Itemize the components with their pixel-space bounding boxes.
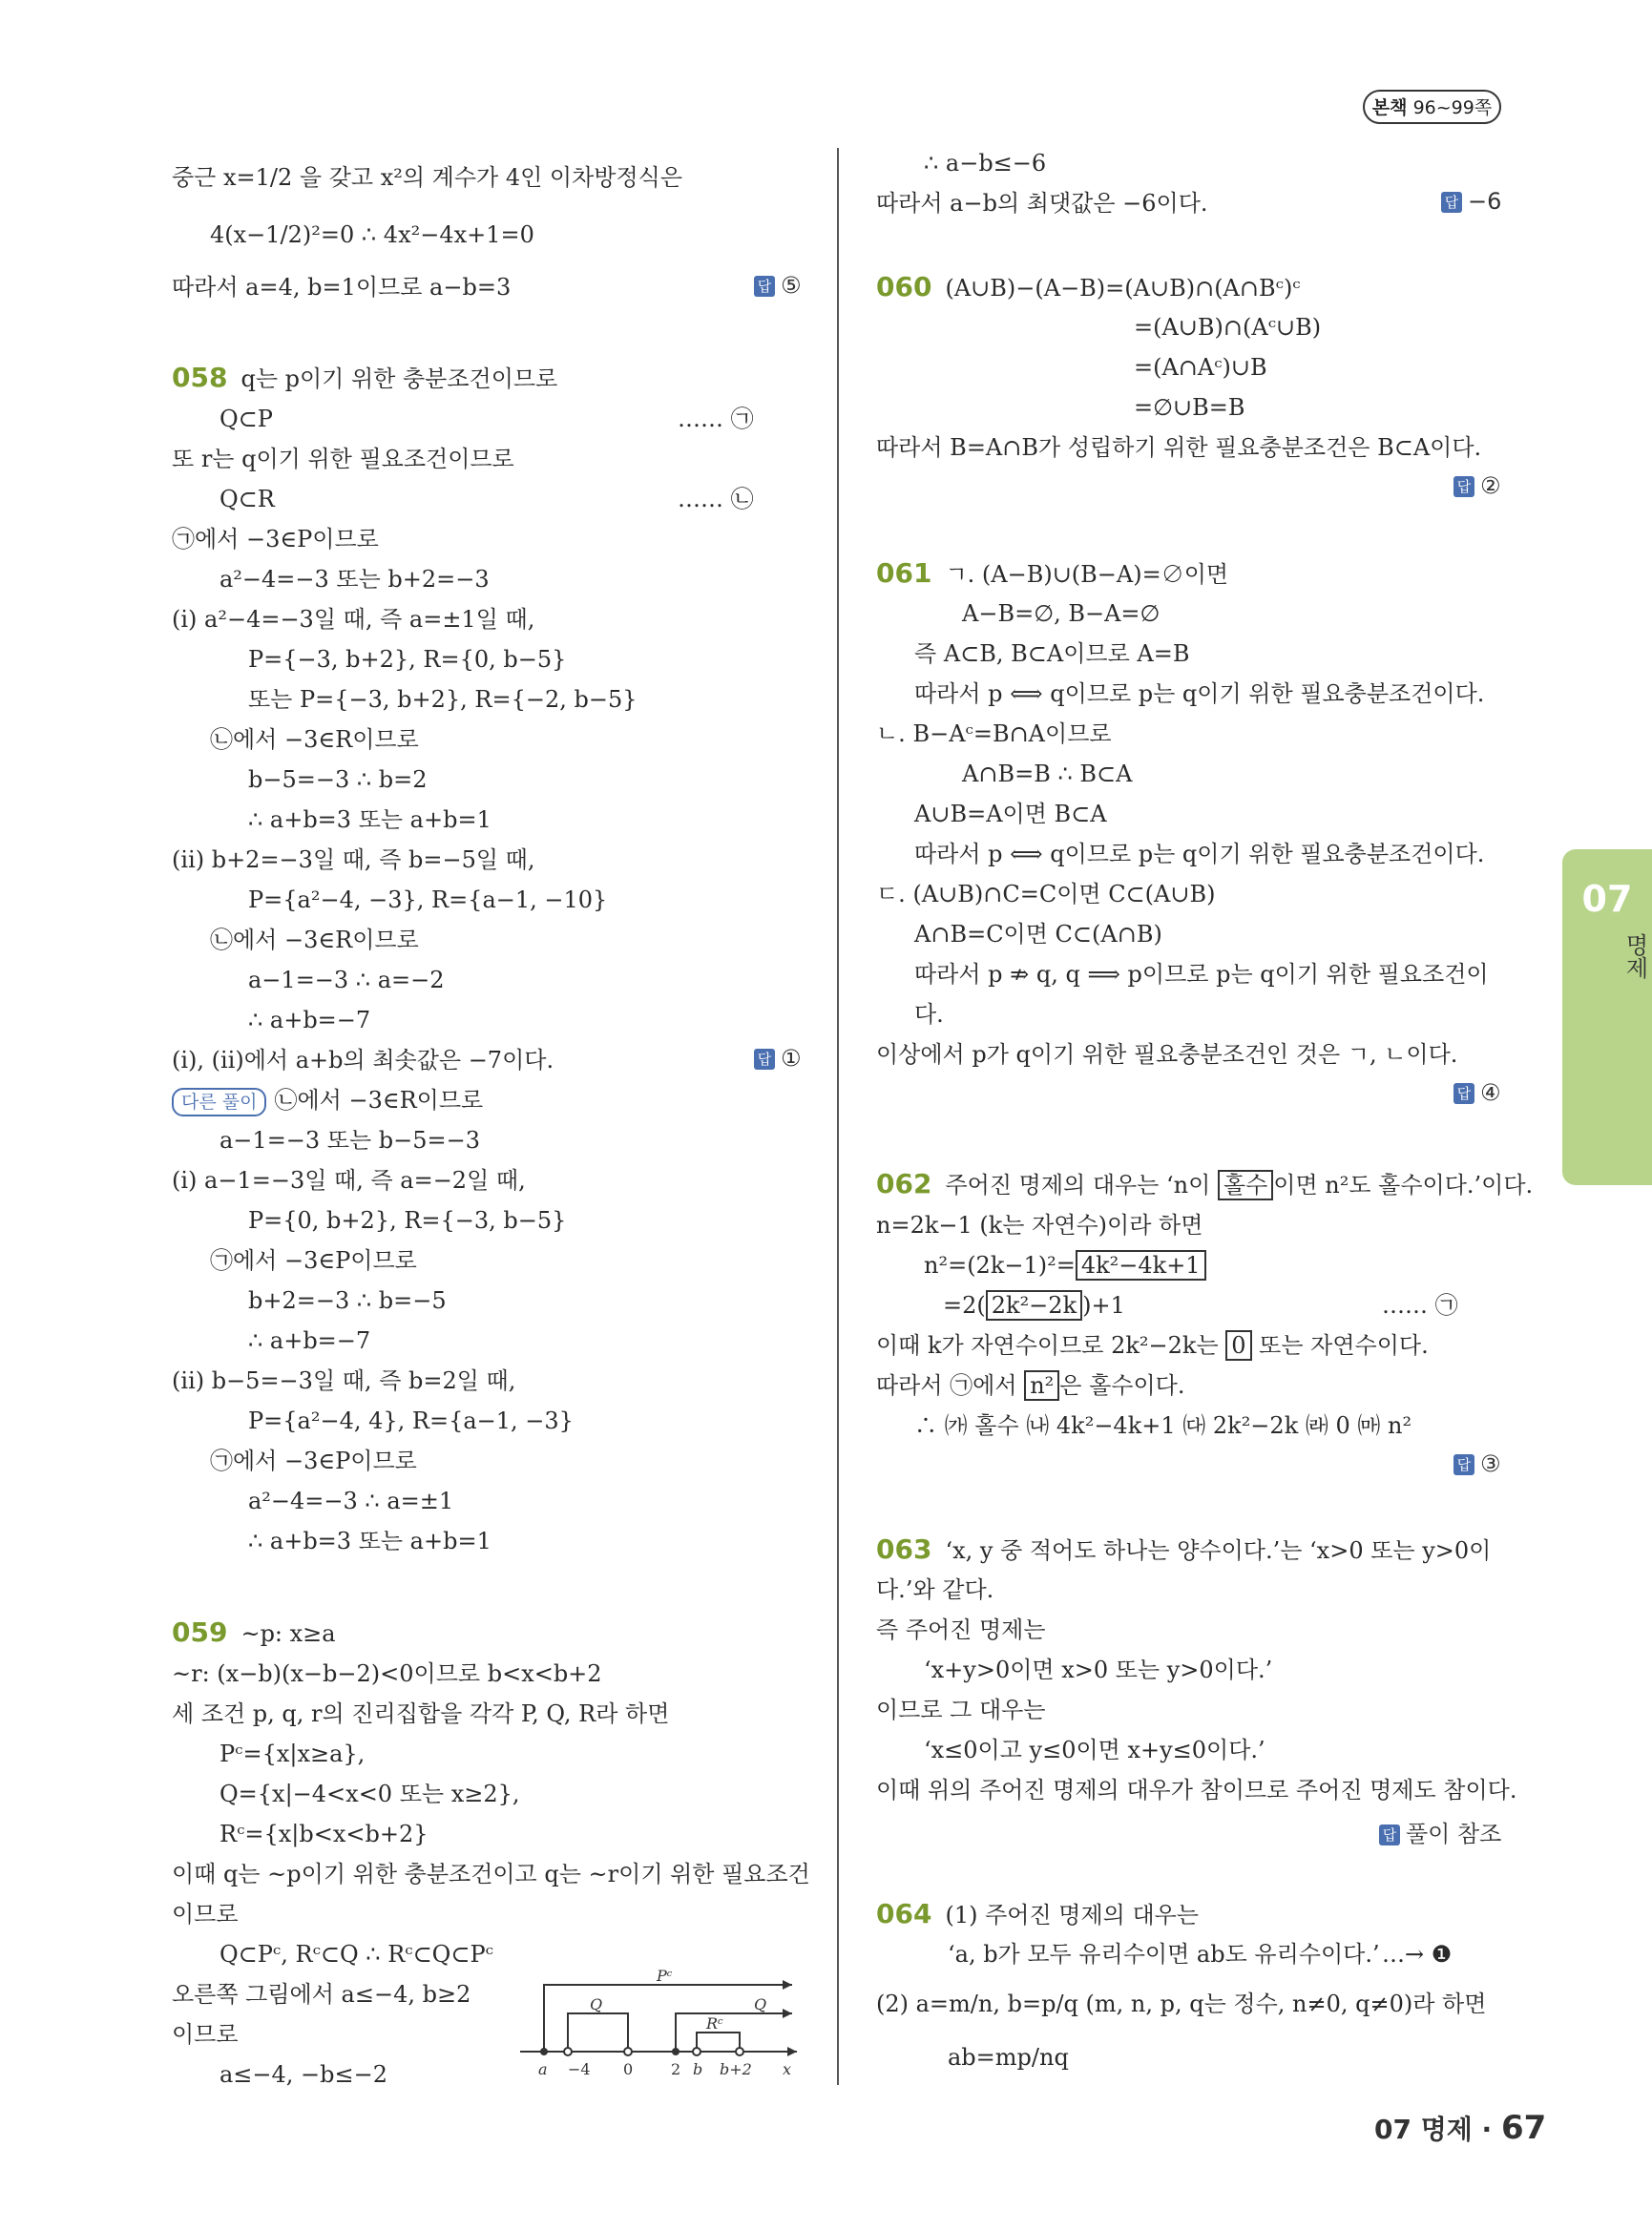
solution-line — [220, 1819, 429, 1849]
solution-line — [914, 638, 1190, 669]
problem-number: 059 — [172, 1616, 228, 1648]
page-footer: 07 명제 · 67 — [1374, 2109, 1547, 2147]
line-text: ㉡에서 −3∈R이므로 — [210, 726, 419, 753]
solution-line — [914, 799, 1107, 829]
solution-line — [924, 1250, 1206, 1281]
line-text: a≤−4, −b≤−2 — [220, 2061, 388, 2088]
line-text: =(A∪B)∩(Aᶜ∪B) — [1134, 314, 1322, 341]
line-text: (A∪B)−(A−B)=(A∪B)∩(A∩Bᶜ)ᶜ — [945, 275, 1301, 302]
problem-060-line — [876, 272, 1301, 303]
answer-icon: 답 — [754, 276, 775, 297]
solution-line — [924, 148, 1046, 178]
solution-line — [172, 1699, 669, 1729]
line-text: ㉠에서 −3∈P이므로 — [210, 1247, 417, 1274]
solution-line — [948, 1939, 1380, 1970]
solution-line — [172, 524, 379, 554]
solution-line — [172, 1859, 810, 1889]
line-text: a²−4=−3 ∴ a=±1 — [248, 1488, 454, 1514]
line-text: n²=(2k−1)²= 4k²−4k+1 — [924, 1250, 1206, 1281]
label-b2: b+2 — [720, 2060, 752, 2078]
point-minus4 — [564, 2048, 572, 2055]
line-text: ∴ ㈎ 홀수 ㈏ 4k²−4k+1 ㈐ 2k²−2k ㈑ 0 ㈒ n² — [914, 1412, 1412, 1439]
answer-icon: 답 — [1453, 476, 1474, 497]
line-text: 따라서 p ⟺ q이므로 p는 q이기 위한 필요충분조건이다. — [914, 841, 1485, 867]
solution-line — [220, 2059, 387, 2090]
line-text: (2) a=m/n, b=p/q (m, n, p, q는 정수, n≠0, q≠0)라 하면 — [876, 1991, 1487, 2017]
label-pc: Pᶜ — [657, 1967, 673, 1985]
column-divider — [837, 148, 839, 2085]
problem-063-line — [876, 1534, 1491, 1566]
problem-number: 064 — [876, 1898, 932, 1929]
solution-line — [220, 1125, 480, 1156]
solution-line — [962, 598, 1160, 629]
line-text: ㉠에서 −3∈P이므로 — [172, 526, 379, 553]
line-text: P={0, b+2}, R={−3, b−5} — [248, 1207, 567, 1234]
line-text: ∴ a+b=−7 — [248, 1007, 371, 1033]
line-text: (ⅰ), (ⅱ)에서 a+b의 최솟값은 −7이다. — [172, 1047, 554, 1074]
solution-line — [876, 1615, 1046, 1645]
point-a — [540, 2048, 548, 2055]
solution-line — [876, 1775, 1516, 1805]
line-text: ∴ a+b=3 또는 a+b=1 — [248, 806, 491, 833]
line-text: 오른쪽 그림에서 a≤−4, b≥2 — [172, 1981, 471, 2008]
solution-line — [962, 759, 1132, 789]
solution-line — [220, 1739, 365, 1769]
answer-label: 답 ③ — [1453, 1450, 1501, 1477]
solution-line — [876, 1330, 1429, 1361]
footer-chapter: 07 명제 — [1374, 2114, 1473, 2145]
boxed-answer: 4k²−4k+1 — [1076, 1250, 1206, 1281]
line-text: A−B=∅, B−A=∅ — [962, 600, 1161, 627]
line-text: 따라서 ㉠에서 n² 은 홀수이다. — [876, 1372, 1185, 1399]
line-text: 따라서 p ⟺ q이므로 p는 q이기 위한 필요충분조건이다. — [914, 680, 1485, 707]
problem-064-line — [876, 1899, 1199, 1930]
solution-line — [948, 2042, 1069, 2073]
line-text: b+2=−3 ∴ b=−5 — [248, 1287, 447, 1314]
line-text: 세 조건 p, q, r의 진리집합을 각각 P, Q, R라 하면 — [172, 1700, 670, 1727]
solution-line — [220, 564, 490, 594]
line-text: 이므로 — [172, 1901, 239, 1928]
solution-line — [914, 1410, 1412, 1441]
solution-line — [220, 1939, 493, 1970]
solution-line — [876, 1574, 993, 1605]
solution-line — [876, 1210, 1202, 1241]
solution-line — [876, 879, 1215, 909]
solution-line — [248, 684, 638, 715]
answer-label: 답 ⑤ — [754, 272, 802, 299]
boxed-answer: 0 — [1225, 1330, 1251, 1361]
solution-line — [172, 2019, 239, 2050]
solution-line — [248, 1526, 491, 1556]
line-text: 이때 k가 자연수이므로 2k²−2k는 0 또는 자연수이다. — [876, 1332, 1429, 1359]
label-q1: Q — [590, 1995, 603, 2013]
answer-label: 답 ① — [754, 1045, 802, 1072]
alt-solution-tag: 다른 풀이 — [172, 1088, 266, 1116]
line-text: ‘x, y 중 적어도 하나는 양수이다.’는 ‘x>0 또는 y>0이 — [945, 1537, 1492, 1564]
line-text: (ⅱ) b+2=−3일 때, 즉 b=−5일 때, — [172, 846, 535, 873]
solution-line — [943, 1290, 1125, 1321]
label-b: b — [693, 2060, 703, 2078]
solution-line — [914, 959, 1489, 990]
q-bracket-1 — [568, 2013, 628, 2052]
solution-line — [876, 1370, 1184, 1401]
problem-number: 060 — [876, 271, 932, 302]
line-text: 주어진 명제의 대우는 ‘n이 홀수 이면 n²도 홀수이다.’이다. — [945, 1172, 1534, 1199]
solution-line — [172, 1658, 602, 1689]
solution-line — [924, 1735, 1265, 1765]
solution-line — [914, 678, 1484, 709]
solution-line — [220, 484, 275, 514]
line-text: 다. — [914, 1001, 944, 1028]
solution-line — [248, 965, 445, 995]
solution-line — [248, 1005, 370, 1035]
line-text: 즉 A⊂B, B⊂A이므로 A=B — [914, 640, 1190, 667]
solution-line — [248, 804, 491, 835]
line-text: (ⅱ) b−5=−3일 때, 즉 b=2일 때, — [172, 1367, 516, 1394]
solution-line — [876, 432, 1481, 463]
solution-line — [172, 272, 511, 302]
line-text: ab=mp/nq — [948, 2044, 1069, 2071]
answer-icon: 답 — [1441, 192, 1462, 213]
label-two: 2 — [671, 2060, 681, 2078]
answer-icon: 답 — [1379, 1824, 1400, 1845]
line-text: =2( 2k²−2k )+1 — [943, 1292, 1125, 1319]
line-text: ‘x≤0이고 y≤0이면 x+y≤0이다.’ — [924, 1737, 1265, 1763]
solution-line — [914, 999, 944, 1030]
equation-marker: …→ ❶ — [1382, 1941, 1453, 1968]
chapter-side-tab — [1562, 849, 1652, 1185]
line-text: (ⅰ) a²−4=−3일 때, 즉 a=±1일 때, — [172, 606, 535, 633]
answer-icon: 답 — [754, 1049, 775, 1070]
equation-marker: …… ㉡ — [678, 486, 754, 512]
solution-line — [172, 1899, 239, 1929]
label-rc: Rᶜ — [706, 2014, 723, 2033]
line-text: 이때 위의 주어진 명제의 대우가 참이므로 주어진 명제도 참이다. — [876, 1777, 1517, 1804]
line-text: 따라서 a−b의 최댓값은 −6이다. — [876, 190, 1208, 217]
solution-line — [914, 919, 1162, 949]
line-text: =∅∪B=B — [1134, 394, 1245, 421]
chapter-title: 명제 — [1621, 933, 1648, 979]
answer-icon: 답 — [1453, 1454, 1474, 1475]
problem-059-line — [172, 1617, 336, 1649]
solution-line — [172, 1165, 526, 1196]
line-text: 또는 P={−3, b+2}, R={−2, b−5} — [248, 686, 638, 713]
line-text: 또 r는 q이기 위한 필요조건이므로 — [172, 446, 514, 472]
reference-pages-badge: 본책 96~99쪽 — [1363, 90, 1501, 124]
point-b2 — [736, 2048, 743, 2055]
line-text: 따라서 B=A∩B가 성립하기 위한 필요충분조건은 B⊂A이다. — [876, 434, 1482, 461]
solution-line — [172, 604, 534, 635]
problem-number: 063 — [876, 1533, 932, 1565]
solution-line — [248, 1325, 370, 1356]
line-text: 즉 주어진 명제는 — [876, 1616, 1046, 1643]
solution-line — [172, 1045, 554, 1075]
line-text: ~r: (x−b)(x−b−2)<0이므로 b<x<b+2 — [172, 1660, 602, 1687]
solution-line — [876, 1695, 1046, 1725]
solution-line — [876, 1039, 1457, 1070]
line-text: ∴ a+b=3 또는 a+b=1 — [248, 1528, 491, 1554]
boxed-answer: n² — [1024, 1370, 1059, 1401]
line-text: 이때 q는 ~p이기 위한 충분조건이고 q는 ~r이기 위한 필요조건 — [172, 1861, 810, 1887]
chapter-number: 07 — [1581, 878, 1633, 920]
problem-058-line — [172, 363, 557, 394]
solution-line — [210, 724, 419, 755]
line-text: 이상에서 p가 q이기 위한 필요충분조건인 것은 ㄱ, ㄴ이다. — [876, 1041, 1458, 1068]
problem-number: 061 — [876, 557, 932, 589]
line-text: ㄱ. (A−B)∪(B−A)=∅이면 — [945, 561, 1229, 588]
solution-line — [924, 1655, 1272, 1685]
solution-line — [172, 1085, 483, 1116]
line-text: Rᶜ={x|b<x<b+2} — [220, 1821, 429, 1847]
solution-line — [248, 1205, 566, 1236]
line-text: a−1=−3 또는 b−5=−3 — [220, 1127, 481, 1154]
label-zero: 0 — [623, 2060, 634, 2078]
line-text: ㉠에서 −3∈P이므로 — [210, 1448, 417, 1474]
answer-label: 답 ② — [1453, 472, 1501, 499]
line-text: P={a²−4, −3}, R={a−1, −10} — [248, 886, 608, 913]
problem-number: 062 — [876, 1168, 932, 1199]
line-text: =(A∩Aᶜ)∪B — [1134, 354, 1267, 381]
solution-line — [248, 1406, 574, 1436]
line-text: 이므로 그 대우는 — [876, 1697, 1046, 1723]
line-text: b−5=−3 ∴ b=2 — [248, 766, 428, 793]
label-minus4: −4 — [568, 2060, 591, 2078]
solution-line — [876, 719, 1112, 749]
solution-line — [210, 925, 419, 955]
solution-line — [914, 839, 1484, 869]
solution-line — [876, 188, 1208, 219]
line-text: ~p: x≥a — [240, 1620, 336, 1647]
line-text: 중근 x=1/2 을 갖고 x²의 계수가 4인 이차방정식은 — [172, 164, 683, 191]
line-text: Q⊂Pᶜ, Rᶜ⊂Q ∴ Rᶜ⊂Q⊂Pᶜ — [220, 1941, 493, 1968]
solution-line — [1134, 312, 1321, 343]
boxed-answer: 홀수 — [1218, 1170, 1273, 1200]
solution-line — [1134, 392, 1245, 423]
line-text: ∴ a−b≤−6 — [924, 150, 1047, 177]
line-text: ㉡에서 −3∈R이므로 — [210, 927, 419, 953]
solution-line — [172, 844, 534, 875]
line-text: A∩B=C이면 C⊂(A∩B) — [914, 921, 1162, 948]
point-b — [693, 2048, 701, 2055]
solution-line — [1134, 352, 1267, 383]
line-text: ㄴ. B−Aᶜ=B∩A이므로 — [876, 720, 1112, 747]
line-text: (ⅰ) a−1=−3일 때, 즉 a=−2일 때, — [172, 1167, 526, 1194]
solution-line — [248, 1486, 453, 1516]
point-two — [672, 2048, 680, 2055]
solution-line — [220, 1779, 520, 1809]
solution-line — [248, 764, 428, 795]
solution-line — [172, 1979, 471, 2010]
page-number: 67 — [1500, 2109, 1547, 2147]
line-text: A∩B=B ∴ B⊂A — [962, 761, 1133, 787]
solution-line — [210, 219, 534, 250]
line-text: 4(x−1/2)²=0 ∴ 4x²−4x+1=0 — [210, 221, 534, 248]
line-text: 다.’와 같다. — [876, 1576, 994, 1603]
rc-bracket — [697, 2033, 740, 2052]
line-text: a−1=−3 ∴ a=−2 — [248, 967, 445, 993]
solution-line — [172, 444, 514, 474]
boxed-answer: 2k²−2k — [986, 1290, 1082, 1321]
problem-061-line — [876, 558, 1228, 590]
label-x: x — [783, 2060, 792, 2078]
solution-line — [220, 404, 273, 434]
line-text: 따라서 p ⇏ q, q ⟹ p이므로 p는 q이기 위한 필요조건이 — [914, 961, 1489, 988]
answer-label: 답 풀이 참조 — [1379, 1815, 1501, 1848]
solution-line — [248, 1285, 447, 1316]
solution-line — [876, 1989, 1486, 2019]
line-text: ‘x+y>0이면 x>0 또는 y>0이다.’ — [924, 1657, 1273, 1683]
line-text: ㉡에서 −3∈R이므로 — [274, 1087, 484, 1114]
answer-label: 답 ④ — [1453, 1079, 1501, 1106]
equation-marker: …… ㉠ — [678, 406, 754, 432]
line-text: ‘a, b가 모두 유리수이면 ab도 유리수이다.’ — [948, 1941, 1380, 1968]
solution-line — [248, 885, 607, 915]
axis-arrow — [787, 2047, 797, 2056]
label-q2: Q — [754, 1995, 767, 2013]
line-text: A∪B=A이면 B⊂A — [914, 801, 1107, 827]
problem-number: 058 — [172, 362, 228, 393]
point-zero — [624, 2048, 632, 2055]
line-text: P={−3, b+2}, R={0, b−5} — [248, 646, 567, 673]
line-text: 따라서 a=4, b=1이므로 a−b=3 — [172, 274, 512, 301]
line-text: n=2k−1 (k는 자연수)이라 하면 — [876, 1212, 1203, 1239]
line-text: Pᶜ={x|x≥a}, — [220, 1741, 366, 1767]
line-text: 이므로 — [172, 2021, 239, 2048]
answer-label: 답 −6 — [1441, 188, 1501, 215]
solution-line — [248, 644, 566, 675]
line-text: Q⊂R — [220, 486, 275, 512]
line-text: ㄷ. (A∪B)∩C=C이면 C⊂(A∪B) — [876, 881, 1216, 907]
line-text: Q={x|−4<x<0 또는 x≥2}, — [220, 1781, 520, 1807]
solution-line — [172, 1366, 515, 1396]
line-text: a²−4=−3 또는 b+2=−3 — [220, 566, 490, 593]
problem-062-line — [876, 1169, 1533, 1200]
label-a: a — [538, 2060, 548, 2078]
solution-line — [172, 162, 682, 193]
line-text: Q⊂P — [220, 406, 273, 432]
solution-line — [210, 1446, 417, 1476]
line-text: P={a²−4, 4}, R={a−1, −3} — [248, 1407, 574, 1434]
number-line-diagram — [515, 1956, 802, 2080]
line-text: (1) 주어진 명제의 대우는 — [945, 1902, 1199, 1929]
solution-line — [210, 1245, 417, 1276]
line-text: q는 p이기 위한 충분조건이므로 — [240, 365, 558, 392]
equation-marker: …… ㉠ — [1382, 1292, 1458, 1319]
line-text: ∴ a+b=−7 — [248, 1327, 371, 1354]
answer-icon: 답 — [1453, 1083, 1474, 1104]
